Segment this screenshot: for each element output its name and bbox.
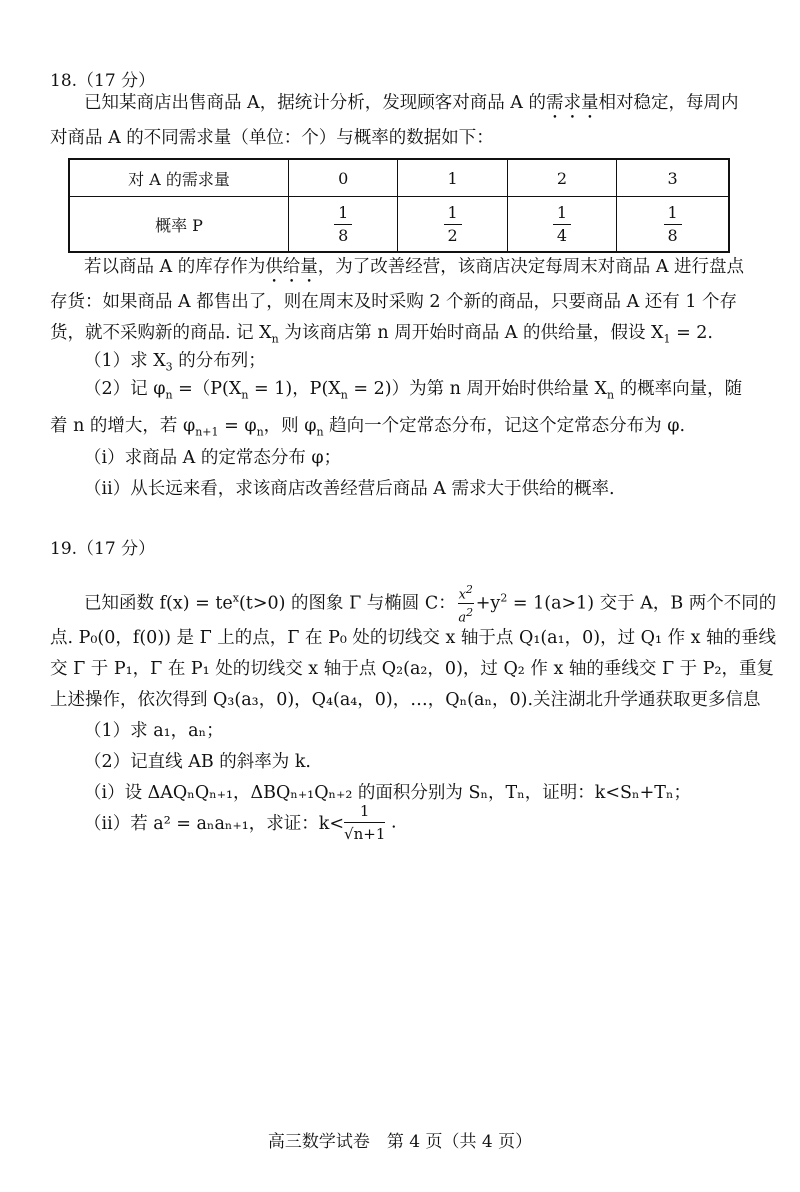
q18-paragraph-2: 若以商品 A 的库存作为供给量，为了改善经营，该商店决定每周末对商品 A 进行盘点存货：如果商品 A 都售出了，则在周末及时采购 2 个新的商品，只要商品 A 还有 1 个存货，就不采购新的商品. 记 $X_n$ 为该商店第 n 周开始时商品 A 的供给量，假设 $X_1 = 2$.	[50, 257, 745, 346]
demand-value: 2	[507, 159, 616, 197]
ellipse-fraction: $\frac{x^2}{a^2}$	[458, 583, 474, 626]
demand-value: 3	[617, 159, 729, 197]
demand-value: 0	[289, 159, 398, 197]
q19-sub2: （2）记直线 AB 的斜率为 k.	[84, 752, 311, 772]
inequality-fraction: $\frac{1}{√n+1}$	[344, 802, 386, 843]
q19-line-4: 上述操作，依次得到 Q₃(a₃，0)，Q₄(a₄，0)，…，Qₙ(aₙ，0).关注湖北升学通获取更多信息	[50, 690, 761, 710]
q18-intro: 已知某商店出售商品 A，据统计分析，发现顾客对商品 A 的需求量相对稳定，每周内对商品 A 的不同需求量（单位：个）与概率的数据如下：	[50, 93, 739, 148]
q18-sub1: （1）求 $X_3$ 的分布列；	[84, 351, 266, 374]
demand-value: 1	[398, 159, 507, 197]
q19-sub2-i: （ⅰ）设 ΔAQₙQₙ₊₁，ΔBQₙ₊₁Qₙ₊₂ 的面积分别为 Sₙ，Tₙ，证明：k<Sₙ+Tₙ；	[84, 783, 692, 803]
table-row-probability	[69, 197, 729, 253]
q19-line-1: 已知函数 $f(x) = te^x(t>0)$ 的图象 Γ 与椭圆 C： $\frac{x^2}{a^2}$ $+y^2 = 1(a>1)$ 交于 A，B 两个不同的	[84, 583, 777, 626]
q19-line-3: 交 Γ 于 P₁，Γ 在 P₁ 处的切线交 x 轴于点 Q₂(a₂，0)，过 Q₂ 作 x 轴的垂线交 Γ 于 P₂，重复	[50, 659, 775, 679]
probability-cell: $\frac{1}{4}$	[507, 197, 616, 253]
distribution-table	[68, 158, 730, 253]
probability-label: 概率 P	[69, 197, 289, 253]
probability-cell: $\frac{1}{8}$	[289, 197, 398, 253]
q19-header: 19.（17 分）	[50, 539, 156, 559]
q18-sub2-ii: （ⅱ）从长远来看，求该商店改善经营后商品 A 需求大于供给的概率.	[84, 479, 615, 499]
q18-sub2-i: （ⅰ）求商品 A 的定常态分布 φ；	[84, 448, 342, 468]
q18-header: 18.（17 分）	[50, 71, 156, 91]
q19-sub2-ii: （ⅱ）若 a² = aₙaₙ₊₁，求证：k< $\frac{1}{√n+1}$ .	[84, 802, 397, 843]
q19-sub1: （1）求 a₁，aₙ；	[84, 721, 224, 741]
page-footer: 高三数学试卷 第 4 页（共 4 页）	[267, 1132, 533, 1152]
table-row-demand	[69, 159, 729, 197]
probability-cell: $\frac{1}{8}$	[617, 197, 729, 253]
q19-line-2: 点. P₀(0，f(0)) 是 Γ 上的点，Γ 在 P₀ 处的切线交 x 轴于点 Q₁(a₁，0)，过 Q₁ 作 x 轴的垂线	[50, 628, 777, 648]
demand-label: 对 A 的需求量	[69, 159, 289, 197]
q18-sub2: （2）记 $\varphi_n =(P(X_n = 1)$，$P(X_n = 2)$）为第 n 周开始时供给量 $X_n$ 的概率向量，随着 n 的增大，若 $\varphi_{n+1} = \varphi_n$，则 $\varphi_n$ 趋向一个定常态分布，记这个定常态分布为 φ.	[50, 379, 743, 438]
probability-cell: $\frac{1}{2}$	[398, 197, 507, 253]
